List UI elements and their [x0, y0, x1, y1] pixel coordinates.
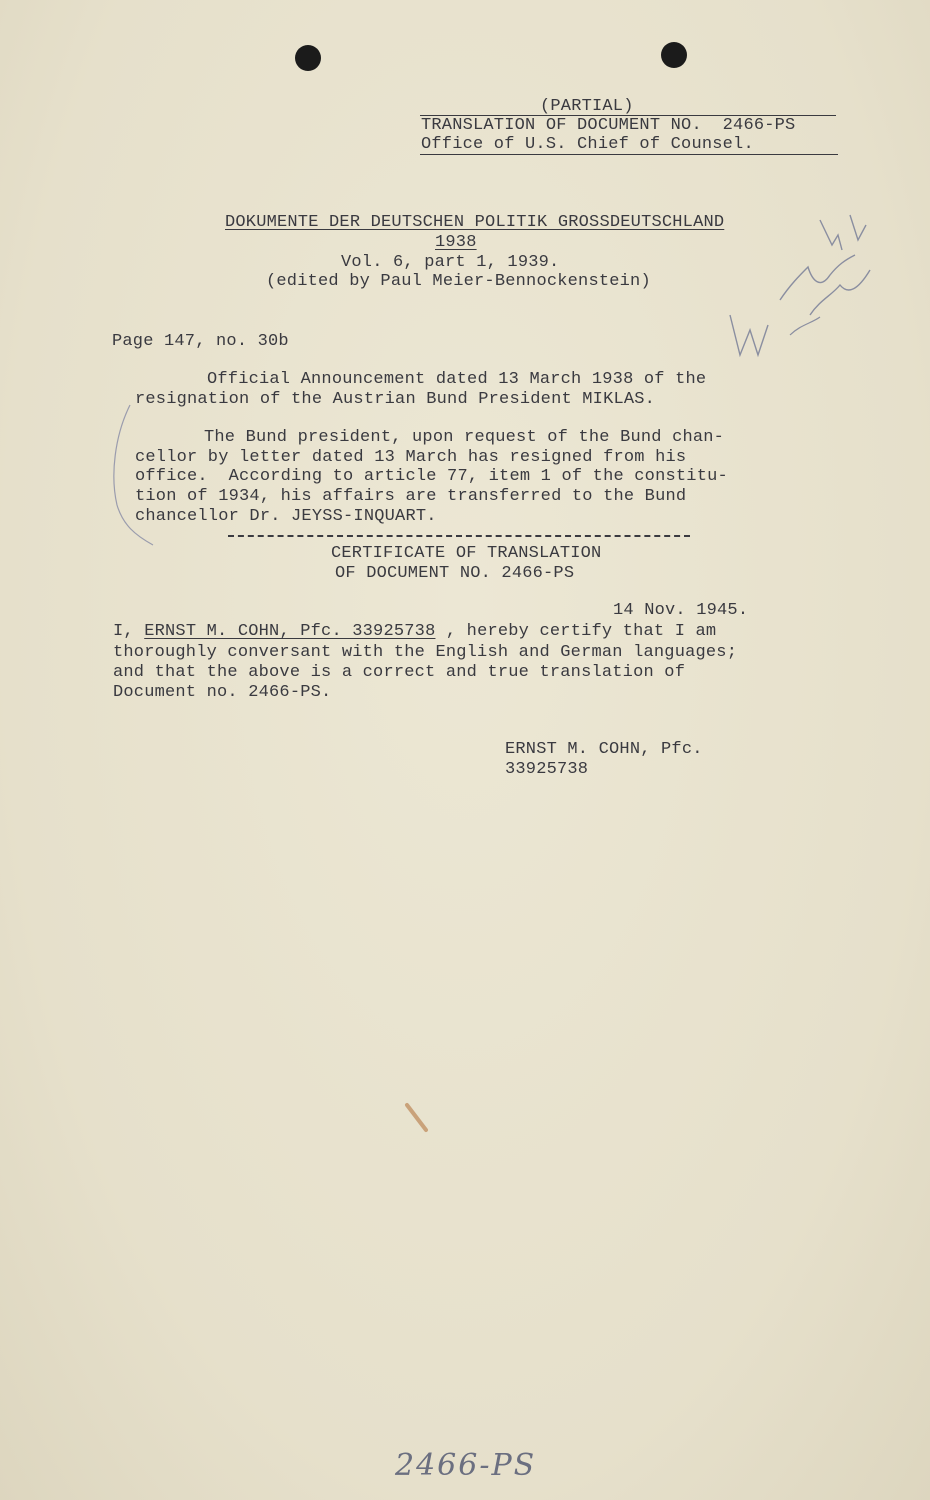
certificate-line-1-rest: , hereby certify that I am: [435, 622, 717, 641]
certificate-line-4: Document no. 2466-PS.: [113, 683, 332, 702]
pencil-bracket-mark: [105, 395, 165, 555]
section-separator: [228, 535, 690, 537]
body-line-1: The Bund president, upon request of the Bund chan-: [204, 428, 725, 447]
punch-hole-right: [661, 42, 687, 68]
pencil-stroke-mark: [402, 1100, 432, 1140]
certificate-line-1: [113, 622, 716, 642]
certificate-prefix: I,: [113, 622, 145, 641]
certificate-title: CERTIFICATE OF TRANSLATION: [331, 544, 602, 563]
body-line-2: cellor by letter dated 13 March has resigned from his: [135, 448, 687, 467]
page-reference: Page 147, no. 30b: [112, 332, 289, 351]
certificate-subtitle: OF DOCUMENT NO. 2466-PS: [335, 564, 575, 583]
source-year: 1938: [435, 233, 477, 252]
header-rule-bottom: [420, 154, 838, 155]
source-editor: (edited by Paul Meier-Bennockenstein): [266, 272, 651, 291]
certificate-line-3: and that the above is a correct and true translation of: [113, 663, 686, 682]
punch-hole-left: [295, 45, 321, 71]
header-translation-line: TRANSLATION OF DOCUMENT NO. 2466-PS: [421, 116, 796, 135]
certificate-date: 14 Nov. 1945.: [613, 601, 749, 620]
signature-name: ERNST M. COHN, Pfc.: [505, 740, 703, 759]
announcement-line-1: Official Announcement dated 13 March 1938 of the: [207, 370, 707, 389]
body-line-5: chancellor Dr. JEYSS-INQUART.: [135, 507, 437, 526]
body-line-4: tion of 1934, his affairs are transferred to the Bund: [135, 487, 687, 506]
source-volume: Vol. 6, part 1, 1939.: [341, 253, 560, 272]
handwritten-document-number: 2466-PS: [395, 1448, 537, 1483]
header-partial: (PARTIAL): [540, 97, 634, 116]
body-line-3: office. According to article 77, item 1 of the constitu-: [135, 467, 728, 486]
source-title: DOKUMENTE DER DEUTSCHEN POLITIK GROSSDEUTSCHLAND: [225, 213, 725, 232]
translator-name-id: ERNST M. COHN, Pfc. 33925738: [144, 622, 436, 641]
announcement-line-2: resignation of the Austrian Bund President MIKLAS.: [135, 390, 656, 409]
certificate-line-2: thoroughly conversant with the English and German languages;: [113, 643, 738, 662]
signature-number: 33925738: [505, 760, 589, 779]
pencil-scribble-mark: [720, 205, 890, 385]
header-office-line: Office of U.S. Chief of Counsel.: [421, 135, 754, 154]
